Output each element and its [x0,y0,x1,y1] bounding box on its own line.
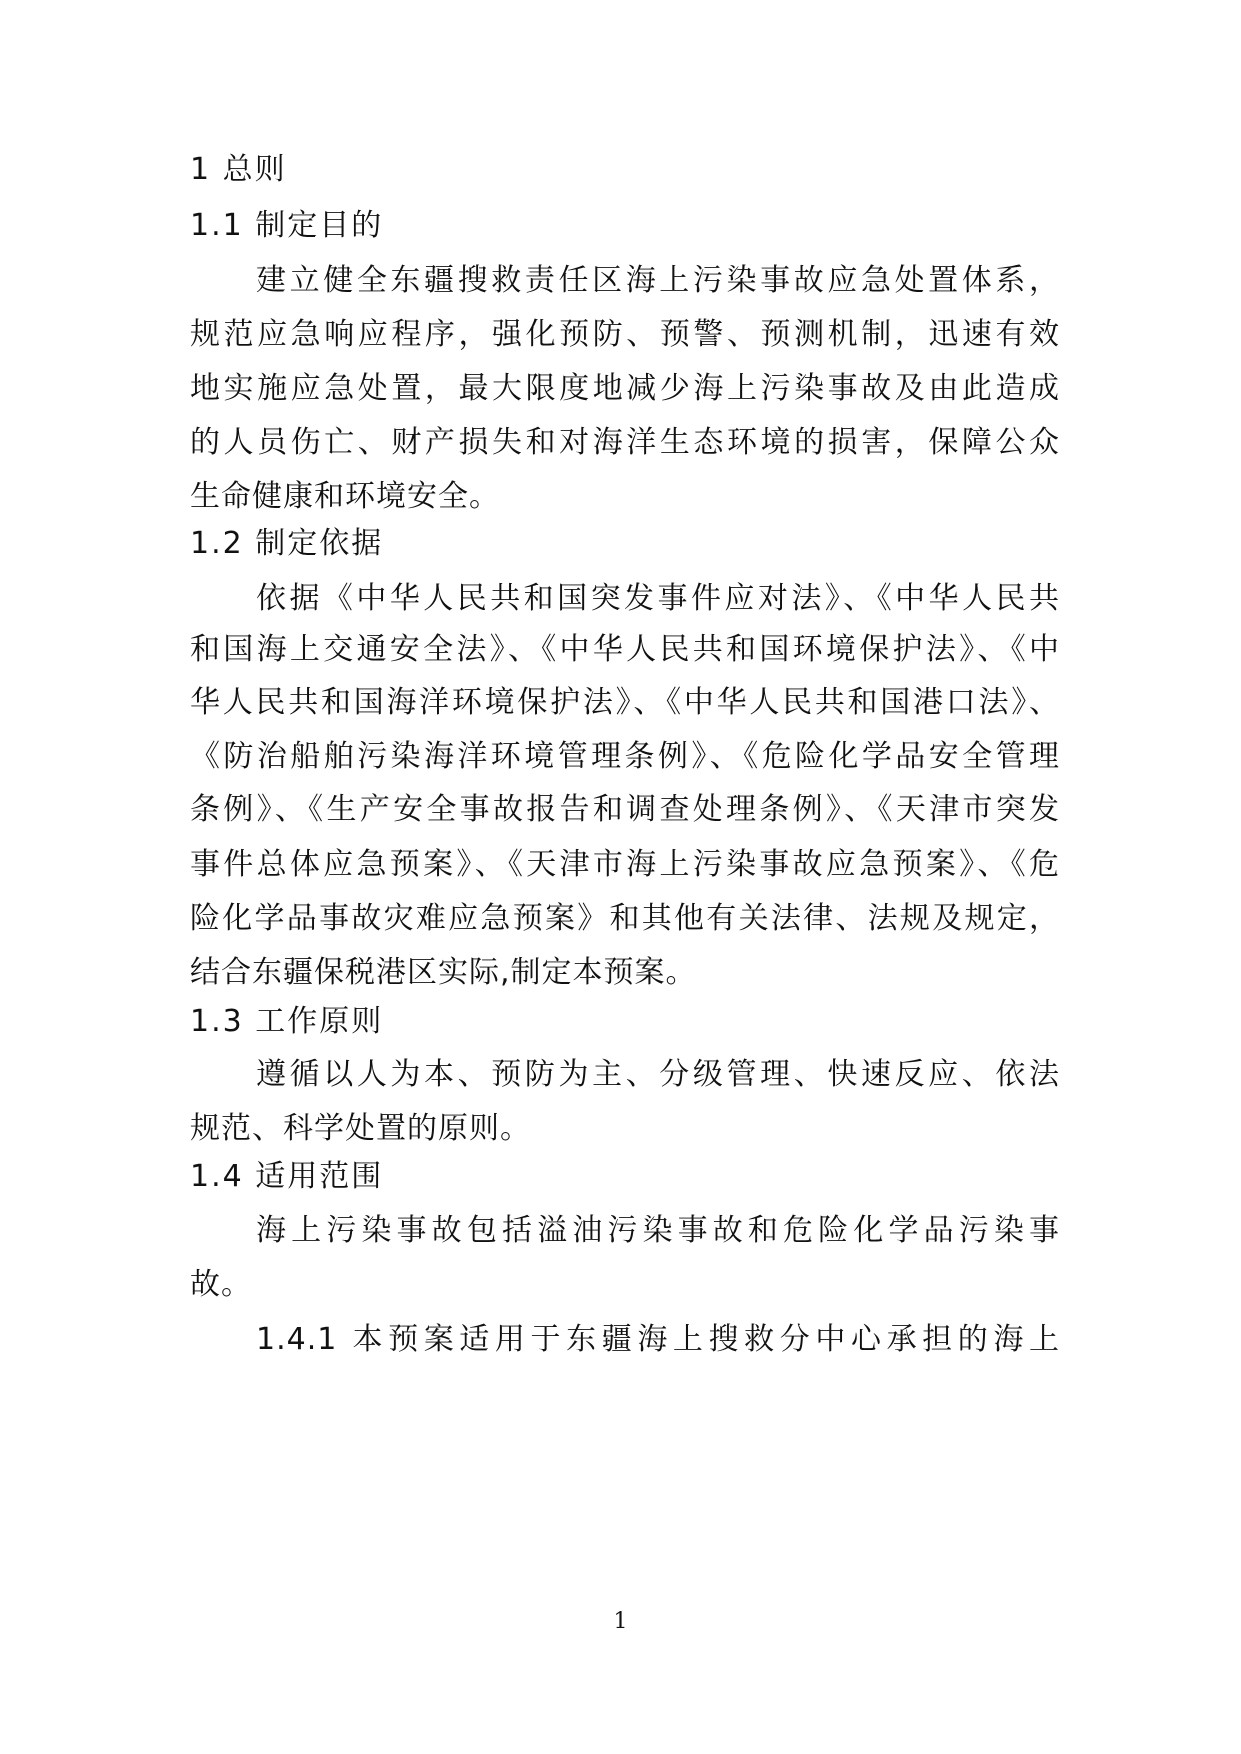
paragraph-line: 规范应急响应程序，强化预防、预警、预测机制，迅速有效 [190,317,1060,352]
section-heading-1-2: 1.2 制定依据 [190,526,384,561]
section-heading-1-3: 1.3 工作原则 [190,1004,384,1039]
paragraph-line: 生命健康和环境安全。 [190,479,500,514]
paragraph-line: 依据《中华人民共和国突发事件应对法》、《中华人民共 [256,581,1060,616]
paragraph-line: 遵循以人为本、预防为主、分级管理、快速反应、依法 [256,1057,1060,1092]
paragraph-line: 的人员伤亡、财产损失和对海洋生态环境的损害，保障公众 [190,425,1060,460]
chapter-title: 1 总则 [190,152,287,187]
paragraph-line: 规范、科学处置的原则。 [190,1111,531,1146]
paragraph-line: 险化学品事故灾难应急预案》和其他有关法律、法规及规定， [190,901,1060,936]
paragraph-line: 和国海上交通安全法》、《中华人民共和国环境保护法》、《中 [190,632,1060,667]
paragraph-line: 建立健全东疆搜救责任区海上污染事故应急处置体系， [256,263,1060,298]
paragraph-line: 1.4.1 本预案适用于东疆海上搜救分中心承担的海上 [256,1322,1060,1357]
paragraph-line: 《防治船舶污染海洋环境管理条例》、《危险化学品安全管理 [190,739,1060,774]
section-heading-1-1: 1.1 制定目的 [190,208,384,243]
paragraph-line: 地实施应急处置，最大限度地减少海上污染事故及由此造成 [190,371,1060,406]
paragraph-line: 条例》、《生产安全事故报告和调查处理条例》、《天津市突发 [190,792,1060,827]
page-number: 1 [613,1609,628,1634]
section-heading-1-4: 1.4 适用范围 [190,1159,384,1194]
paragraph-line: 海上污染事故包括溢油污染事故和危险化学品污染事 [256,1213,1060,1248]
paragraph-line: 事件总体应急预案》、《天津市海上污染事故应急预案》、《危 [190,847,1060,882]
paragraph-line: 华人民共和国海洋环境保护法》、《中华人民共和国港口法》、 [190,685,1060,720]
paragraph-line: 结合东疆保税港区实际,制定本预案。 [190,955,697,990]
paragraph-line: 故。 [190,1267,252,1302]
